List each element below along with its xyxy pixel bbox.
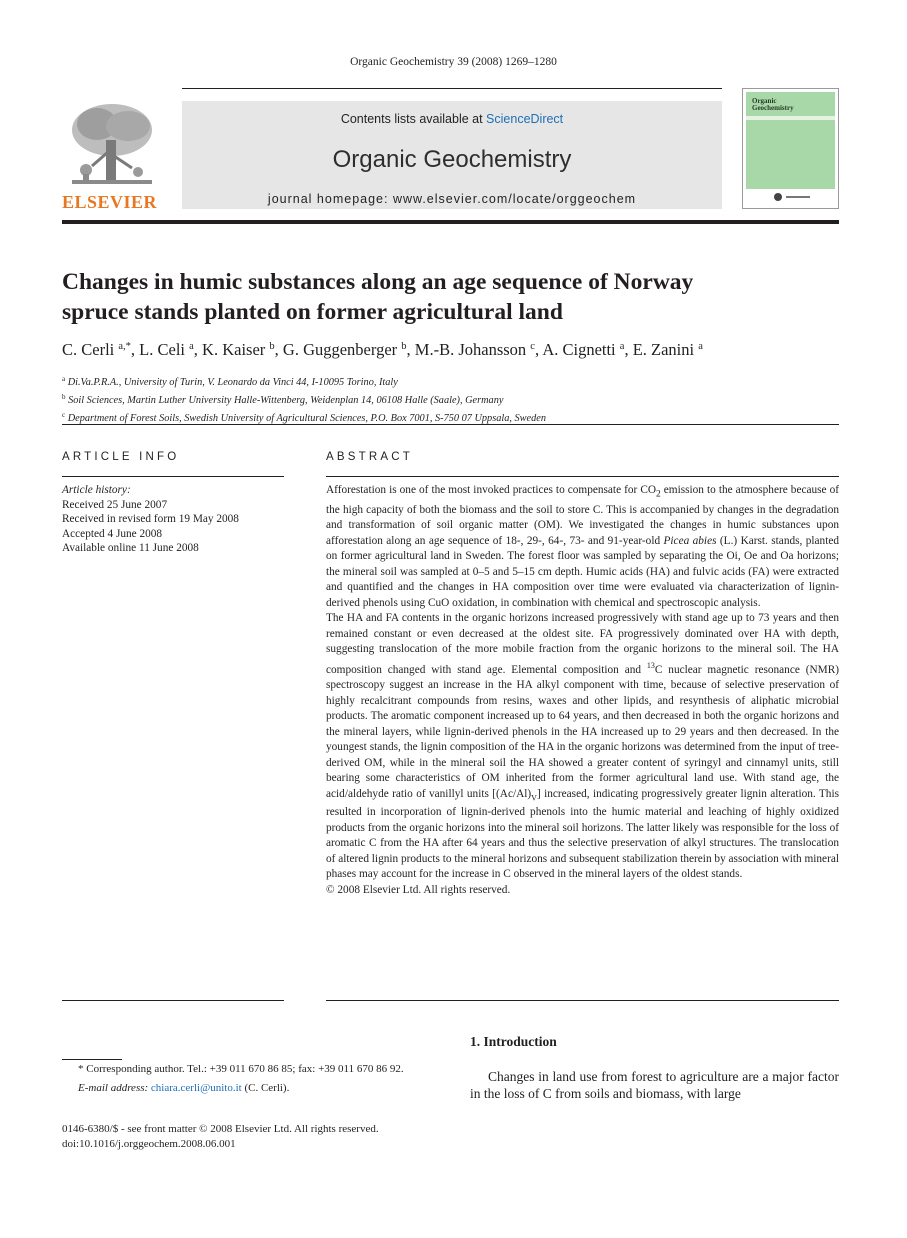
abstract-copyright: © 2008 Elsevier Ltd. All rights reserved. [326, 883, 511, 896]
abstract-paragraph-2 [326, 611, 839, 883]
abstract-text: (L.) Karst. stands, planted on former agricultural land in Sweden. The forest floor was sampled by separating the Oi, Oe and Oa horizons; the mineral soil was sampled at 0–5 and 5–15 cm depth. Humic acids (HA) and fulvic acids (FA) were extracted and quantified and the changes in HA composition over time were evaluated via characterization of lignin-derived phenols using CuO oxidation, in combination with chemical and spectroscopic analysis. [326, 534, 839, 609]
author-affil-sup: b [269, 341, 275, 352]
author-affil-sup: a [619, 341, 625, 352]
contents-line [182, 112, 722, 126]
author-name[interactable]: C. Cerli [62, 340, 115, 359]
affiliation-text: Di.Va.P.R.A., University of Turin, V. Leonardo da Vinci 44, I-10095 Torino, Italy [67, 377, 398, 388]
affiliation-divider [62, 424, 839, 425]
journal-cover-thumbnail [742, 88, 839, 209]
affiliation-item [62, 372, 839, 390]
abstract-label: ABSTRACT [326, 451, 413, 463]
elsevier-tree-icon [62, 100, 162, 192]
cover-footer-line [786, 196, 810, 198]
cover-footer [746, 189, 835, 205]
author-affil-sup: a [189, 341, 194, 352]
journal-header [62, 88, 839, 212]
abstract-text: emission to the atmosphere because of the high capacity of both the biomass and the soil to store C. This is accompanied by changes in the degradation and transformation of soil organic matter (OM). We investigated the changes in humic substances upon afforestation along an age sequence of 18-, 29-, 64-, 73- and 91-year-old [326, 484, 839, 547]
footnote-star: * [78, 1063, 84, 1075]
author-list: C. Cerli $^{a,*}$, L. Celi $^a$, K. Kaiser $^b$, G. Guggenberger $^b$, M.-B. Johansson $^c$, A. Cignetti $^a$, E. Zanini $^a$ [62, 340, 703, 359]
introduction-heading: 1. Introduction [470, 1034, 557, 1049]
abstract-subscript: 2 [656, 489, 661, 500]
abstract-paragraph-1 [326, 483, 839, 611]
author-name[interactable]: A. Cignetti [542, 340, 616, 359]
author-affil-sup: a [698, 341, 703, 352]
article-info-rule [62, 476, 284, 477]
author-name[interactable]: M.-B. Johansson [414, 340, 527, 359]
journal-title: Organic Geochemistry [332, 146, 572, 173]
title-line-1: Changes in humic substances along an age sequence of Norway [62, 269, 694, 295]
elsevier-logo [62, 88, 182, 210]
history-heading: Article history: [62, 484, 131, 496]
email-link[interactable]: chiara.cerli@unito.it [150, 1081, 242, 1094]
sciencedirect-link[interactable]: ScienceDirect [486, 112, 564, 126]
author-affil-sup: b [401, 341, 407, 352]
journal-citation: Organic Geochemistry 39 (2008) 1269–1280 [350, 56, 557, 68]
elsevier-wordmark: ELSEVIER [62, 192, 158, 212]
header-thick-rule [62, 220, 839, 224]
journal-info-panel [182, 101, 722, 209]
article-info-bottom-rule [62, 1000, 284, 1001]
affiliation-text: Department of Forest Soils, Swedish University of Agricultural Sciences, P.O. Box 7001, S-750 07 Uppsala, Sweden [67, 413, 546, 424]
affiliation-sup: b [62, 393, 66, 401]
history-item: Received 25 June 2007 [62, 498, 168, 511]
history-item: Accepted 4 June 2008 [62, 527, 163, 540]
header-top-rule [182, 88, 722, 89]
abstract-bottom-rule [326, 1000, 839, 1001]
doi-line[interactable]: doi:10.1016/j.orggeochem.2008.06.001 [62, 1137, 236, 1150]
journal-cover-image [746, 92, 835, 205]
author-affil-sup: c [530, 341, 535, 352]
article-history [62, 483, 284, 556]
author-name[interactable]: L. Celi [139, 340, 185, 359]
affiliations [62, 372, 839, 426]
abstract-text: C nuclear magnetic resonance (NMR) spectroscopy suggest an increase in the HA alkyl component with time, because of selective preservation of highly recalcitrant compounds from resins, waxes and other lipids, and resynthesis of aliphatic microbial products. The aromatic component increased up to 64 years, and then decreased in both the organic horizons and the mineral layers, while lignin-derived phenols in the HA increased up to 29 years and then decreased. In the youngest stands, the lignin composition of the HA in the organic horizons was determined from the input of tree-derived OM, while in the mineral soil the HA showed a greater content of syringyl and cinnamyl units, still bearing some characteristics of OM inherited from the former agricultural land use. With stand age, the acid/aldehyde ratio of vanillyl units [(Ac/Al) [326, 663, 839, 800]
history-item: Available online 11 June 2008 [62, 542, 199, 555]
corresponding-text: Corresponding author. Tel.: +39 011 670 86 85; fax: +39 011 670 86 92. [83, 1063, 404, 1075]
title-line-2: spruce stands planted on former agricultural land [62, 299, 563, 325]
affiliation-text: Soil Sciences, Martin Luther University Halle-Wittenberg, Weidenplan 14, 06108 Halle (Saale), Germany [68, 395, 504, 406]
cover-band [746, 116, 835, 120]
corresponding-author-line [62, 1062, 432, 1077]
author-affil-sup: a,* [118, 341, 131, 352]
abstract-body [326, 483, 839, 898]
journal-homepage[interactable]: journal homepage: www.elsevier.com/locate/orggeochem [267, 192, 637, 206]
abstract-text: The HA and FA contents in the organic horizons increased progressively with stand age up to 73 years and then remained constant or even decreased at the oldest site. FA progressively dominated over HA with depth, suggesting translocation of the more mobile fraction from the organic horizons to the mineral soil. The HA composition changed with stand age. Elemental composition and [326, 612, 839, 676]
abstract-text: Afforestation is one of the most invoked practices to compensate for CO [326, 484, 657, 496]
abstract-subscript: V [531, 792, 537, 802]
email-line [62, 1081, 432, 1096]
contents-prefix: Contents lists available at [340, 112, 487, 126]
introduction-text: Changes in land use from forest to agriculture are a major factor in the loss of C from soils and biomass, with large [470, 1069, 839, 1101]
species-name: Picea abies [663, 534, 717, 547]
cover-title [752, 98, 794, 112]
footnote-rule [62, 1059, 122, 1060]
history-item: Received in revised form 19 May 2008 [62, 513, 239, 526]
email-label: E-mail address: [78, 1081, 151, 1094]
affiliation-sup: c [62, 411, 66, 419]
affiliation-sup: a [62, 375, 66, 383]
cover-logo-icon [774, 193, 782, 201]
author-name[interactable]: K. Kaiser [202, 340, 266, 359]
abstract-superscript: 13 [646, 660, 655, 670]
author-name[interactable]: E. Zanini [632, 340, 695, 359]
issn-doi-block [62, 1122, 482, 1151]
abstract-rule [326, 476, 839, 477]
author-name[interactable]: G. Guggenberger [282, 340, 398, 359]
abstract-text: ] increased, indicating progressively greater lignin alteration. This resulted in incorporation of lignin-derived phenols into the humic material and leaching of highly oxidized products from the organic horizons into the mineral soil horizons. The latter likely was responsible for the loss of aromatic C from the HA after 64 years and thus the selective preservation of alkyl structures. The translocation of altered lignin products to the mineral horizons and subsequent stabilization therein by association with mineral phases may account for the increase in C observed in the mineral layers of the oldest stands. [326, 787, 839, 881]
article-info-label: ARTICLE INFO [62, 451, 180, 463]
corresponding-footnote [62, 1062, 432, 1095]
issn-line: 0146-6380/$ - see front matter © 2008 Elsevier Ltd. All rights reserved. [62, 1123, 379, 1135]
article-title [62, 267, 822, 327]
email-suffix: (C. Cerli). [241, 1081, 290, 1094]
cover-title-line2: Geochemistry [752, 104, 794, 112]
cover-title-line1: Organic [752, 97, 777, 105]
affiliation-item [62, 390, 839, 408]
